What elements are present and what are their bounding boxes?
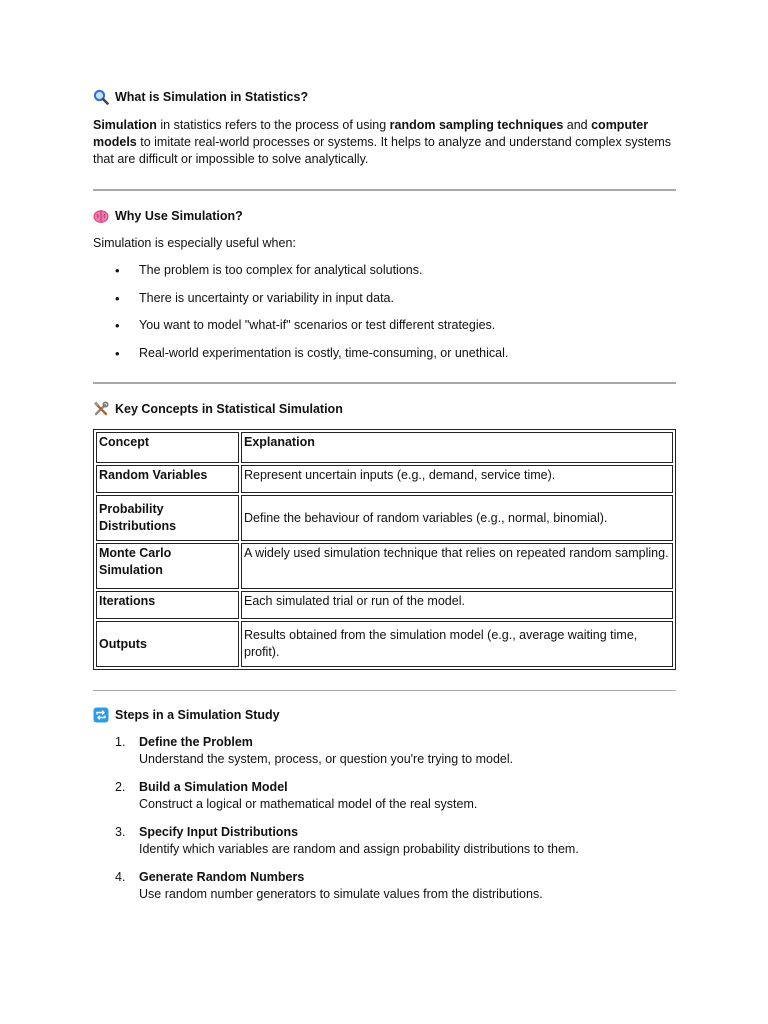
step-title: Generate Random Numbers bbox=[139, 870, 305, 884]
explanation-cell: Define the behaviour of random variables (e.g., normal, binomial). bbox=[241, 495, 673, 541]
list-item bbox=[93, 734, 579, 779]
steps-list bbox=[93, 734, 579, 914]
list-item bbox=[93, 869, 579, 914]
step-title: Build a Simulation Model bbox=[139, 780, 288, 794]
step-number: 4. bbox=[115, 870, 126, 884]
intro-paragraph: Simulation is especially useful when: bbox=[93, 236, 296, 250]
concept-cell: Monte Carlo Simulation bbox=[96, 543, 239, 589]
section-title: Steps in a Simulation Study bbox=[115, 708, 280, 722]
table-header-cell: Explanation bbox=[241, 432, 673, 463]
paragraph-text: to imitate real-world processes or systems. It helps to analyze and understand complex systems that are difficult or impossible to solve analytically. bbox=[93, 135, 672, 166]
section-divider bbox=[93, 690, 676, 691]
section-heading-what-is-simulation bbox=[93, 89, 308, 105]
step-number: 1. bbox=[115, 735, 126, 749]
section-divider bbox=[93, 382, 676, 384]
bold-term: computer models bbox=[93, 118, 649, 149]
step-description: Use random number generators to simulate values from the distributions. bbox=[139, 887, 543, 901]
step-number: 3. bbox=[115, 825, 126, 839]
definition-paragraph bbox=[93, 117, 676, 168]
section-title: Key Concepts in Statistical Simulation bbox=[115, 402, 343, 416]
brain-icon bbox=[93, 208, 109, 224]
section-heading-steps bbox=[93, 707, 280, 723]
list-item: • The problem is too complex for analytical solutions. bbox=[93, 262, 508, 290]
list-item bbox=[93, 824, 579, 869]
step-title: Specify Input Distributions bbox=[139, 825, 299, 839]
concept-cell: Random Variables bbox=[96, 465, 239, 493]
key-concepts-table bbox=[93, 429, 676, 670]
list-item: • Real-world experimentation is costly, time-consuming, or unethical. bbox=[93, 345, 508, 373]
table-header-cell: Concept bbox=[96, 432, 239, 463]
repeat-icon bbox=[93, 707, 109, 723]
explanation-cell: Each simulated trial or run of the model. bbox=[241, 591, 673, 619]
table-row bbox=[96, 495, 673, 541]
table-row bbox=[96, 465, 673, 493]
bold-term: Simulation bbox=[93, 118, 157, 132]
bold-term: random sampling techniques bbox=[389, 118, 564, 132]
step-description: Construct a logical or mathematical model of the real system. bbox=[139, 797, 478, 811]
step-title: Define the Problem bbox=[139, 735, 253, 749]
table-row bbox=[96, 543, 673, 589]
list-item: • There is uncertainty or variability in input data. bbox=[93, 290, 508, 318]
section-title: What is Simulation in Statistics? bbox=[115, 90, 309, 104]
step-number: 2. bbox=[115, 780, 126, 794]
table-header-row bbox=[96, 432, 673, 463]
concept-cell: Iterations bbox=[96, 591, 239, 619]
explanation-cell: A widely used simulation technique that relies on repeated random sampling. bbox=[241, 543, 673, 589]
section-heading-key-concepts bbox=[93, 401, 343, 417]
paragraph-text: in statistics refers to the process of using bbox=[156, 118, 390, 132]
concept-cell: Outputs bbox=[96, 621, 239, 667]
table-row bbox=[96, 591, 673, 619]
section-divider bbox=[93, 189, 676, 191]
list-item bbox=[93, 779, 579, 824]
tools-icon bbox=[93, 401, 109, 417]
explanation-cell: Results obtained from the simulation model (e.g., average waiting time, profit). bbox=[241, 621, 673, 667]
reasons-list bbox=[93, 262, 508, 372]
step-description: Understand the system, process, or question you're trying to model. bbox=[139, 752, 514, 766]
section-heading-why-use-simulation bbox=[93, 208, 243, 224]
paragraph-text: and bbox=[563, 118, 592, 132]
section-title: Why Use Simulation? bbox=[115, 209, 243, 223]
list-item: • You want to model "what-if" scenarios or test different strategies. bbox=[93, 317, 508, 345]
concept-cell: Probability Distributions bbox=[96, 495, 239, 541]
step-description: Identify which variables are random and assign probability distributions to them. bbox=[139, 842, 579, 856]
explanation-cell: Represent uncertain inputs (e.g., demand, service time). bbox=[241, 465, 673, 493]
table-row bbox=[96, 621, 673, 667]
magnifier-icon bbox=[93, 89, 109, 105]
